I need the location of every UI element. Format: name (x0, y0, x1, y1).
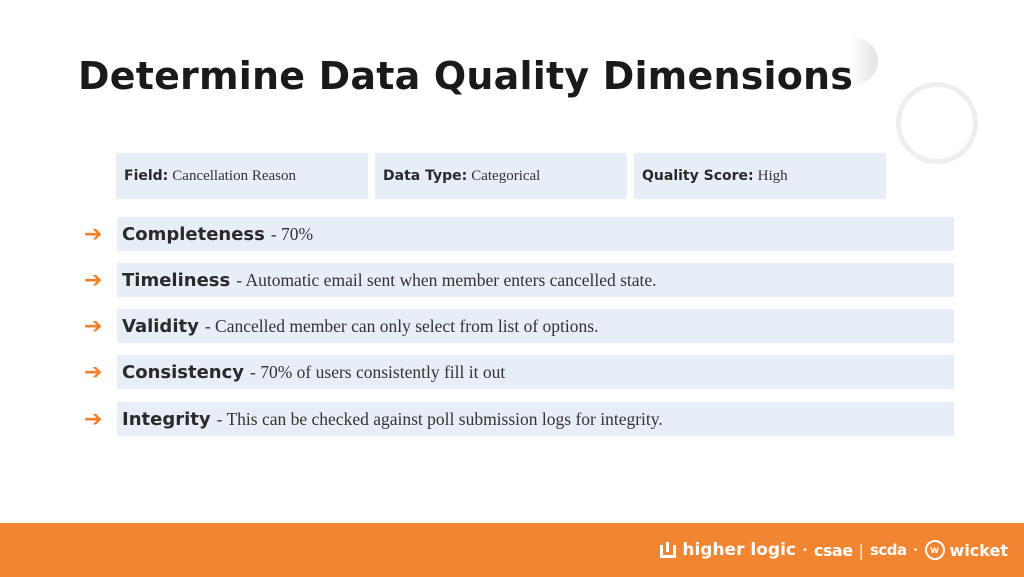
dimension-box (117, 355, 954, 389)
meta-data-type-box (375, 153, 627, 199)
meta-quality-score-box (634, 153, 886, 199)
higher-logic-icon (660, 542, 676, 558)
dimension-box (117, 309, 954, 343)
footer-bar (0, 523, 1024, 577)
arrow-right-icon: ➔ (84, 313, 103, 339)
wicket-icon: w (925, 540, 945, 560)
dimension-name: Consistency (122, 361, 245, 383)
csae-logo: csae (813, 540, 853, 560)
meta-data-type-value: Categorical (471, 167, 541, 184)
footer-logos (660, 523, 1008, 577)
dimension-desc: - Cancelled member can only select from list of options. (204, 315, 599, 336)
dimension-row-validity (84, 309, 954, 343)
dimension-row-consistency (84, 355, 954, 389)
dimension-name: Timeliness (122, 269, 231, 291)
dimension-box (117, 217, 954, 251)
dimension-desc: - Automatic email sent when member enters cancelled state. (236, 269, 657, 290)
arrow-right-icon: ➔ (84, 267, 103, 293)
dimension-box (117, 402, 954, 436)
dimension-row-timeliness (84, 263, 954, 297)
arrow-right-icon: ➔ (84, 359, 103, 385)
meta-field-label: Field: (124, 168, 169, 184)
dimension-name: Completeness (122, 223, 265, 245)
dimension-row-integrity (84, 402, 954, 436)
arrow-right-icon: ➔ (84, 406, 103, 432)
scda-logo: scda (869, 541, 907, 559)
decorative-circle-ring (896, 82, 978, 164)
dimension-box (117, 263, 954, 297)
dimension-name: Integrity (122, 408, 211, 430)
meta-field-box (116, 153, 368, 199)
higher-logic-logo: higher logic (682, 540, 796, 560)
wicket-logo: wicket (949, 540, 1008, 560)
meta-quality-score-value: High (757, 167, 788, 184)
separator-dot-icon: • (801, 544, 808, 556)
dimension-row-completeness (84, 217, 954, 251)
meta-field-value: Cancellation Reason (172, 167, 296, 184)
arrow-right-icon: ➔ (84, 221, 103, 247)
dimension-desc: - 70% (270, 223, 314, 244)
dimension-name: Validity (122, 315, 199, 337)
meta-data-type-label: Data Type: (383, 168, 468, 184)
separator-dot-icon: • (912, 544, 919, 556)
dimension-desc: - 70% of users consistently fill it out (250, 361, 506, 382)
dimension-desc: - This can be checked against poll submission logs for integrity. (216, 408, 663, 429)
separator-bar-icon: | (858, 540, 864, 560)
slide-title: Determine Data Quality Dimensions (78, 54, 854, 98)
meta-quality-score-label: Quality Score: (642, 168, 754, 184)
